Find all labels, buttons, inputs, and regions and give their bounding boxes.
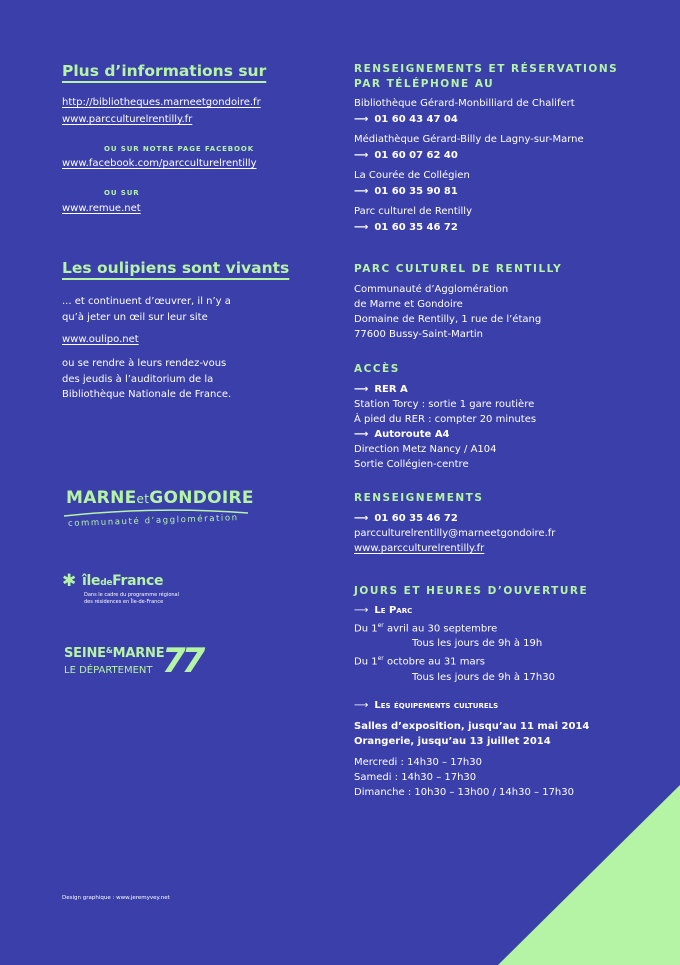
- period-1-prefix: Du 1: [354, 623, 378, 635]
- salles-dates: Salles d’exposition, jusqu’au 11 mai 2014: [354, 721, 590, 732]
- or-caption: OU SUR: [104, 189, 140, 197]
- idf-ile-word: île: [82, 573, 101, 589]
- arrow-icon: ⟶: [354, 384, 369, 395]
- arrow-icon: ⟶: [354, 222, 369, 233]
- equipements-label: Les équipements culturels: [374, 700, 499, 711]
- phone-heading: [354, 62, 618, 92]
- phone-number[interactable]: 01 60 43 47 04: [374, 114, 458, 125]
- oulipo-link[interactable]: www.oulipo.net: [62, 334, 139, 345]
- oulipiens-heading: Les oulipiens sont vivants: [62, 259, 290, 277]
- oulipiens-text-1-line-1: ... et continuent d’œuvrer, il n’y a: [62, 296, 231, 307]
- period-2-rest: octobre au 31 mars: [383, 656, 485, 668]
- orangerie-dates: Orangerie, jusqu’au 13 juillet 2014: [354, 736, 551, 747]
- period-1: [354, 618, 555, 636]
- marne-et-gondoire-logo: [62, 488, 252, 538]
- period-1-hours: Tous les jours de 9h à 19h: [412, 638, 543, 650]
- phone-entry-name: Parc culturel de Rentilly: [354, 206, 472, 217]
- idf-caption: [84, 592, 179, 606]
- period-2-hours: Tous les jours de 9h à 17h30: [412, 671, 555, 683]
- period-1-rest: avril au 30 septembre: [383, 623, 498, 635]
- oulipiens-text-2-line-2: des jeudis à l’auditorium de la: [62, 373, 214, 385]
- schedule-row: Dimanche : 10h30 – 13h00 / 14h30 – 17h30: [354, 787, 574, 798]
- schedule-row: Mercredi : 14h30 – 17h30: [354, 757, 482, 768]
- idf-france-word: France: [112, 573, 164, 589]
- facebook-caption: OU SUR NOTRE PAGE FACEBOOK: [104, 145, 255, 153]
- address-line: 77600 Bussy-Saint-Martin: [354, 329, 483, 340]
- phone-entry-chalifert: [354, 96, 575, 127]
- seine-word: SEINE: [64, 646, 106, 661]
- renseignements-details: [354, 511, 555, 556]
- arrow-icon: ⟶: [354, 150, 369, 161]
- phone-number[interactable]: 01 60 07 62 40: [374, 150, 458, 161]
- autoroute-line-2: Sortie Collégien-centre: [354, 459, 469, 470]
- parc-address: [354, 282, 541, 342]
- library-link[interactable]: http://bibliotheques.marneetgondoire.fr: [62, 97, 261, 108]
- oulipiens-text-2: [62, 356, 231, 403]
- oulipiens-text-2-line-3: Bibliothèque Nationale de France.: [62, 389, 232, 400]
- logo-marne-word: MARNE: [66, 488, 137, 508]
- info-heading: Plus d’informations sur: [62, 62, 267, 80]
- address-line: Domaine de Rentilly, 1 rue de l’étang: [354, 314, 542, 325]
- parc-hours-label: Le Parc: [374, 605, 413, 616]
- autoroute-line-1: Direction Metz Nancy / A104: [354, 444, 497, 455]
- address-line: de Marne et Gondoire: [354, 299, 463, 310]
- schedule-row: Samedi : 14h30 – 17h30: [354, 772, 477, 783]
- design-credit: Design graphique : www.jeremyvey.net: [62, 895, 170, 901]
- arrow-icon: ⟶: [354, 114, 369, 125]
- period-1-sup: er: [377, 622, 384, 629]
- remue-link[interactable]: www.remue.net: [62, 203, 141, 214]
- renseignements-phone[interactable]: 01 60 35 46 72: [374, 513, 458, 524]
- idf-caption-line-1: Dans le cadre du programme régional: [84, 592, 180, 598]
- arrow-icon: ⟶: [354, 605, 369, 616]
- rer-label: RER A: [374, 384, 408, 395]
- phone-entry-name: Bibliothèque Gérard-Monbilliard de Chalifert: [354, 98, 575, 109]
- departement-label: LE DÉPARTEMENT: [64, 665, 153, 676]
- idf-de-word: de: [100, 578, 113, 588]
- renseignements-email[interactable]: parcculturelrentilly@marneetgondoire.fr: [354, 528, 556, 539]
- phone-heading-line-2: PAR TÉLÉPHONE AU: [354, 78, 495, 90]
- logo-subtitle: communauté d’agglomération: [67, 513, 239, 529]
- hours-heading: JOURS ET HEURES D’OUVERTURE: [354, 585, 589, 597]
- logo-et-word: et: [136, 492, 150, 506]
- parc-heading: PARC CULTUREL DE RENTILLY: [354, 263, 563, 275]
- arrow-icon: ⟶: [354, 429, 369, 440]
- parc-link[interactable]: www.parcculturelrentilly.fr: [62, 114, 193, 125]
- period-2-sup: er: [377, 655, 384, 663]
- oulipiens-text-2-line-1: ou se rendre à leurs rendez-vous: [62, 358, 227, 369]
- oulipiens-text-1: [62, 294, 231, 325]
- equipements-hours: [354, 698, 589, 800]
- arrow-icon: ⟶: [354, 513, 369, 524]
- facebook-link[interactable]: www.facebook.com/parcculturelrentilly: [62, 158, 257, 169]
- seine-amp: &: [105, 646, 113, 655]
- renseignements-website[interactable]: www.parcculturelrentilly.fr: [354, 543, 485, 554]
- oulipiens-text-1-line-2: qu’à jeter un œil sur leur site: [62, 311, 208, 323]
- period-2: [354, 651, 555, 669]
- seine-et-marne-logo: [62, 641, 202, 683]
- renseignements-heading: RENSEIGNEMENTS: [354, 492, 484, 504]
- period-2-prefix: Du 1: [354, 656, 378, 668]
- parc-hours: [354, 603, 555, 685]
- phone-number[interactable]: 01 60 35 46 72: [374, 222, 458, 233]
- address-line: Communauté d’Agglomération: [354, 284, 509, 295]
- phone-entry-lagny: [354, 132, 584, 163]
- arrow-icon: ⟶: [354, 186, 369, 197]
- department-number: 77: [162, 641, 202, 681]
- phone-entry-collegien: [354, 168, 470, 199]
- logo-gondoire-word: GONDOIRE: [149, 488, 254, 508]
- phone-entry-rentilly: [354, 204, 472, 235]
- rer-line-2: À pied du RER : compter 20 minutes: [354, 414, 537, 425]
- phone-entry-name: Médiathèque Gérard-Billy de Lagny-sur-Marne: [354, 134, 584, 145]
- phone-number[interactable]: 01 60 35 90 81: [374, 186, 458, 197]
- phone-heading-line-1: RENSEIGNEMENTS ET RÉSERVATIONS: [354, 63, 619, 75]
- phone-entry-name: La Courée de Collégien: [354, 170, 470, 181]
- acces-details: [354, 382, 536, 472]
- marne-word: MARNE: [112, 646, 165, 661]
- rer-line-1: Station Torcy : sortie 1 gare routière: [354, 399, 535, 410]
- acces-heading: ACCÈS: [354, 363, 400, 375]
- ile-de-france-logo: [62, 573, 212, 609]
- idf-caption-line-2: des résidences en Île-de-France: [84, 599, 164, 605]
- arrow-icon: ⟶: [354, 700, 369, 711]
- star-icon: ✱: [62, 571, 77, 591]
- autoroute-label: Autoroute A4: [374, 429, 450, 440]
